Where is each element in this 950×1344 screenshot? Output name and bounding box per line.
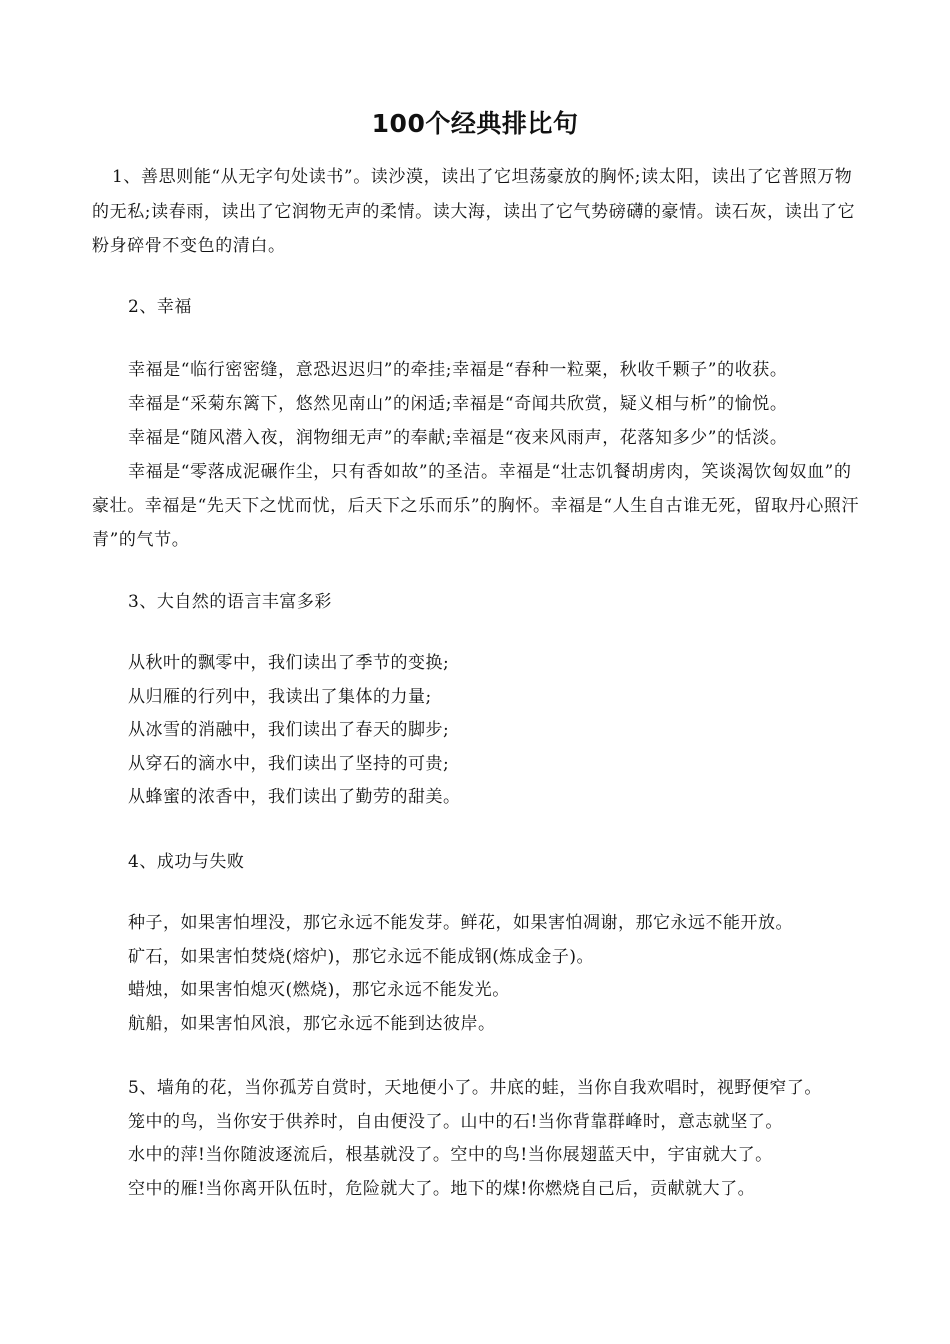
section-3-heading: 3、大自然的语言丰富多彩 [128,592,332,612]
section-3-line: 从蜂蜜的浓香中，我们读出了勤劳的甜美。 [128,787,461,807]
section-3-line: 从秋叶的飘零中，我们读出了季节的变换; [128,653,450,673]
section-2-paragraph: 幸福是“零落成泥碾作尘，只有香如故”的圣洁。幸福是“壮志饥餐胡虏肉，笑谈渴饮匈奴血”的豪壮。幸福是“先天下之忧而忧，后天下之乐而乐”的胸怀。幸福是“人生自古谁无死，留取丹心照汗青”的气节。 [92,462,860,550]
section-2-body [92,353,864,557]
section-2-paragraph: 幸福是“随风潜入夜，润物细无声”的奉献;幸福是“夜来风雨声，花落知多少”的恬淡。 [128,428,788,448]
section-5-line: 空中的雁!当你离开队伍时，危险就大了。地下的煤!你燃烧自己后，贡献就大了。 [128,1178,756,1199]
section-4-line: 蜡烛，如果害怕熄灭(燃烧)，那它永远不能发光。 [128,980,510,1000]
section-5-line: 水中的萍!当你随波逐流后，根基就没了。空中的鸟!当你展翅蓝天中，宇宙就大了。 [128,1145,773,1165]
section-4-heading: 4、成功与失败 [128,852,245,872]
section-3-lines [128,647,868,815]
section-5-lines [128,1072,868,1206]
section-2-paragraph: 幸福是“临行密密缝，意恐迟迟归”的牵挂;幸福是“春种一粒粟，秋收千颗子”的收获。 [128,360,788,380]
page-title: 100个经典排比句 [371,109,579,138]
section-4-lines [128,907,868,1041]
section-2-paragraph: 幸福是“采菊东篱下，悠然见南山”的闲适;幸福是“奇闻共欣赏，疑义相与析”的愉悦。 [128,394,788,414]
section-1-paragraph: 1、善思则能“从无字句处读书”。读沙漠，读出了它坦荡豪放的胸怀;读太阳，读出了它普照万物的无私;读春雨，读出了它润物无声的柔情。读大海，读出了它气势磅礴的豪情。读石灰，读出了它粉身碎骨不变色的清白。 [92,167,856,256]
section-3-line: 从冰雪的消融中，我们读出了春天的脚步; [128,720,450,740]
section-5-line: 笼中的鸟，当你安于供养时，自由便没了。山中的石!当你背靠群峰时，意志就坚了。 [128,1111,783,1132]
section-4-line: 矿石，如果害怕焚烧(熔炉)，那它永远不能成钢(炼成金子)。 [128,946,595,967]
section-3-line: 从穿石的滴水中，我们读出了坚持的可贵; [128,753,450,774]
section-3-line: 从归雁的行列中，我读出了集体的力量; [128,686,432,707]
section-4-line: 航船，如果害怕风浪，那它永远不能到达彼岸。 [128,1013,496,1034]
section-4-line: 种子，如果害怕埋没，那它永远不能发芽。鲜花，如果害怕凋谢，那它永远不能开放。 [128,913,793,933]
section-5-line: 5、墙角的花，当你孤芳自赏时，天地便小了。井底的蛙，当你自我欢唱时，视野便窄了。 [128,1078,822,1098]
section-2-heading: 2、幸福 [128,297,192,317]
